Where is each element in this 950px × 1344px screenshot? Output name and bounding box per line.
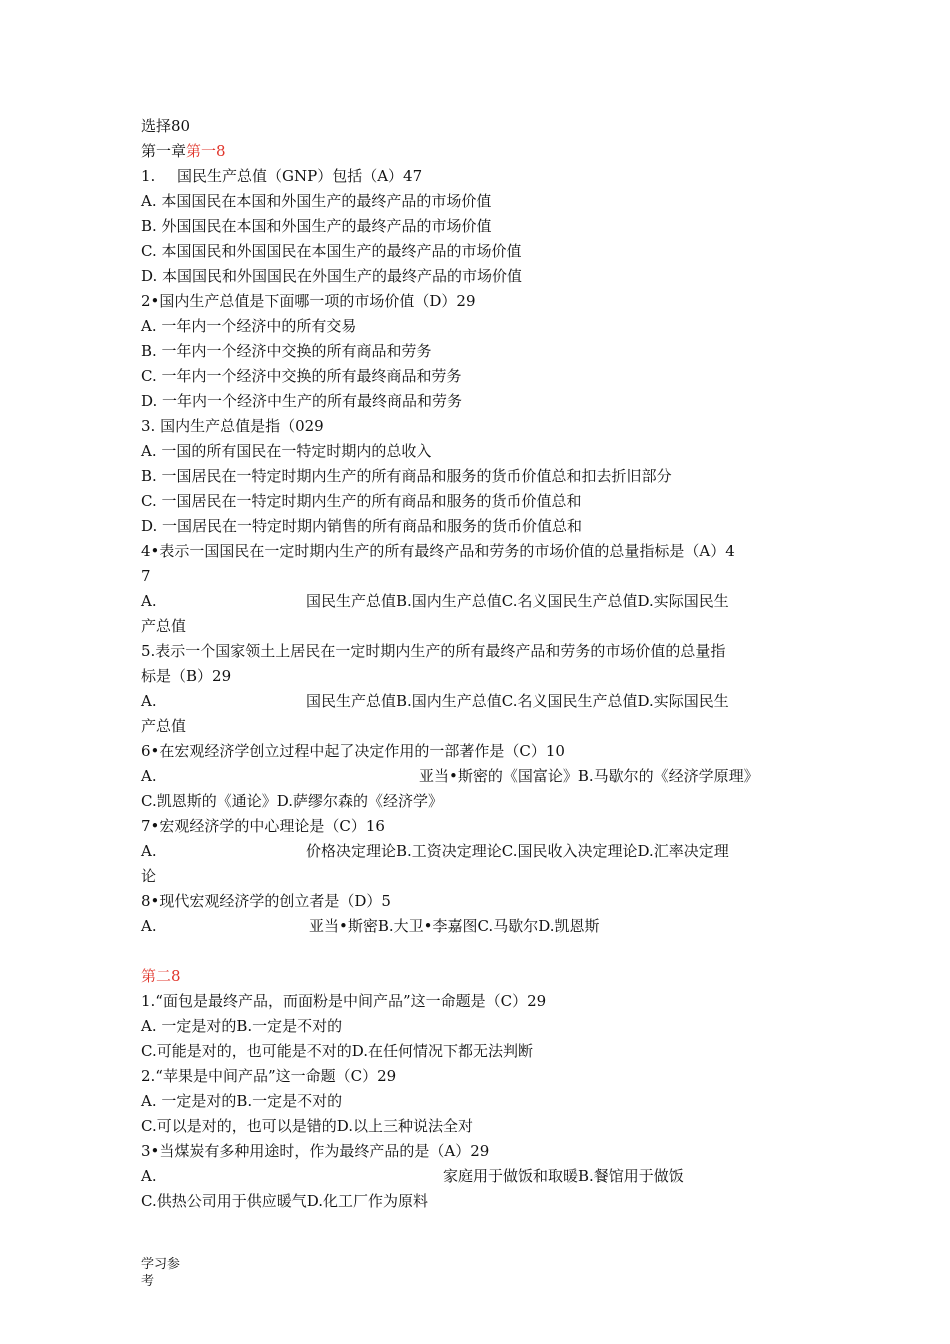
option-line: C.供热公司用于供应暖气D.化工厂作为原料 [141, 1192, 428, 1210]
option-a-marker: A. [141, 592, 157, 610]
option-a-marker: A. [141, 842, 157, 860]
option-line [141, 689, 821, 714]
question-1-text: 国民生产总值（GNP）包括（A）47 [177, 167, 423, 185]
option-line: C. 一国居民在一特定时期内生产的所有商品和服务的货币价值总和 [141, 492, 582, 510]
question-2-2: 2.“苹果是中间产品”这一命题（C）29 [141, 1067, 397, 1085]
option-line: C.可能是对的，也可能是不对的D.在任何情况下都无法判断 [141, 1042, 533, 1060]
question-5: 5.表示一个国家领土上居民在一定时期内生产的所有最终产品和劳务的市场价值的总量指 [141, 642, 726, 660]
option-text: 价格决定理论B.工资决定理论C.国民收入决定理论D.汇率决定理 [306, 842, 729, 860]
option-a-marker: A. [141, 767, 157, 785]
option-line: C.凯恩斯的《通论》D.萨缪尔森的《经济学》 [141, 792, 443, 810]
question-4: 4•表示一国国民在一定时期内生产的所有最终产品和劳务的市场价值的总量指标是（A）4 [141, 542, 735, 560]
question-1-number: 1. [141, 167, 156, 185]
option-line: A. 一国的所有国民在一特定时期内的总收入 [141, 442, 432, 460]
question-2: 2•国内生产总值是下面哪一项的市场价值（D）29 [141, 292, 476, 310]
spacer [141, 939, 821, 964]
option-wrap: 产总值 [141, 717, 187, 735]
option-line: B. 外国国民在本国和外国生产的最终产品的市场价值 [141, 217, 492, 235]
option-line: A. 一定是对的B.一定是不对的 [141, 1092, 343, 1110]
question-3: 3. 国内生产总值是指（029 [141, 417, 324, 435]
option-line: A. 一年内一个经济中的所有交易 [141, 317, 357, 335]
option-line [141, 589, 821, 614]
option-a-marker: A. [141, 917, 157, 935]
question-1 [141, 164, 821, 189]
option-line [141, 764, 821, 789]
chapter-2-heading: 第二8 [141, 967, 181, 985]
question-4-wrap: 7 [141, 567, 151, 585]
option-line: D. 一国居民在一特定时期内销售的所有商品和服务的货币价值总和 [141, 517, 583, 535]
option-line [141, 839, 821, 864]
option-line: B. 一国居民在一特定时期内生产的所有商品和服务的货币价值总和扣去折旧部分 [141, 467, 672, 485]
footer-line: 考 [141, 1274, 155, 1289]
option-text: 国民生产总值B.国内生产总值C.名义国民生产总值D.实际国民生 [306, 592, 729, 610]
chapter-1-prefix: 第一章 [141, 142, 187, 160]
option-line: B. 一年内一个经济中交换的所有商品和劳务 [141, 342, 432, 360]
question-7: 7•宏观经济学的中心理论是（C）16 [141, 817, 385, 835]
chapter-1-label: 第一8 [186, 142, 226, 160]
option-line: C. 一年内一个经济中交换的所有最终商品和劳务 [141, 367, 462, 385]
option-wrap: 产总值 [141, 617, 187, 635]
document-title: 选择80 [141, 117, 191, 135]
question-6: 6•在宏观经济学创立过程中起了决定作用的一部著作是（C）10 [141, 742, 565, 760]
question-2-1: 1.“面包是最终产品，而面粉是中间产品”这一命题是（C）29 [141, 992, 547, 1010]
option-line [141, 1164, 821, 1189]
option-text: 国民生产总值B.国内生产总值C.名义国民生产总值D.实际国民生 [306, 692, 729, 710]
option-text: 亚当•斯密B.大卫•李嘉图C.马歇尔D.凯恩斯 [309, 917, 600, 935]
option-line: D. 本国国民和外国国民在外国生产的最终产品的市场价值 [141, 267, 523, 285]
question-8: 8•现代宏观经济学的创立者是（D）5 [141, 892, 391, 910]
option-line: A. 本国国民在本国和外国生产的最终产品的市场价值 [141, 192, 492, 210]
option-text: 家庭用于做饭和取暖B.餐馆用于做饭 [443, 1167, 684, 1185]
option-line: A. 一定是对的B.一定是不对的 [141, 1017, 343, 1035]
page-footer [141, 1256, 180, 1290]
option-wrap: 论 [141, 867, 157, 885]
option-line [141, 914, 821, 939]
option-text: 亚当•斯密的《国富论》B.马歇尔的《经济学原理》 [419, 767, 759, 785]
option-a-marker: A. [141, 692, 157, 710]
option-line: C.可以是对的，也可以是错的D.以上三种说法全对 [141, 1117, 473, 1135]
document-body [141, 114, 821, 1214]
question-2-3: 3•当煤炭有多种用途时，作为最终产品的是（A）29 [141, 1142, 490, 1160]
question-5-wrap: 标是（B）29 [141, 667, 232, 685]
option-line: D. 一年内一个经济中生产的所有最终商品和劳务 [141, 392, 463, 410]
option-a-marker: A. [141, 1167, 157, 1185]
footer-line: 学习参 [141, 1257, 181, 1272]
chapter-1-heading [141, 139, 821, 164]
option-line: C. 本国国民和外国国民在本国生产的最终产品的市场价值 [141, 242, 522, 260]
